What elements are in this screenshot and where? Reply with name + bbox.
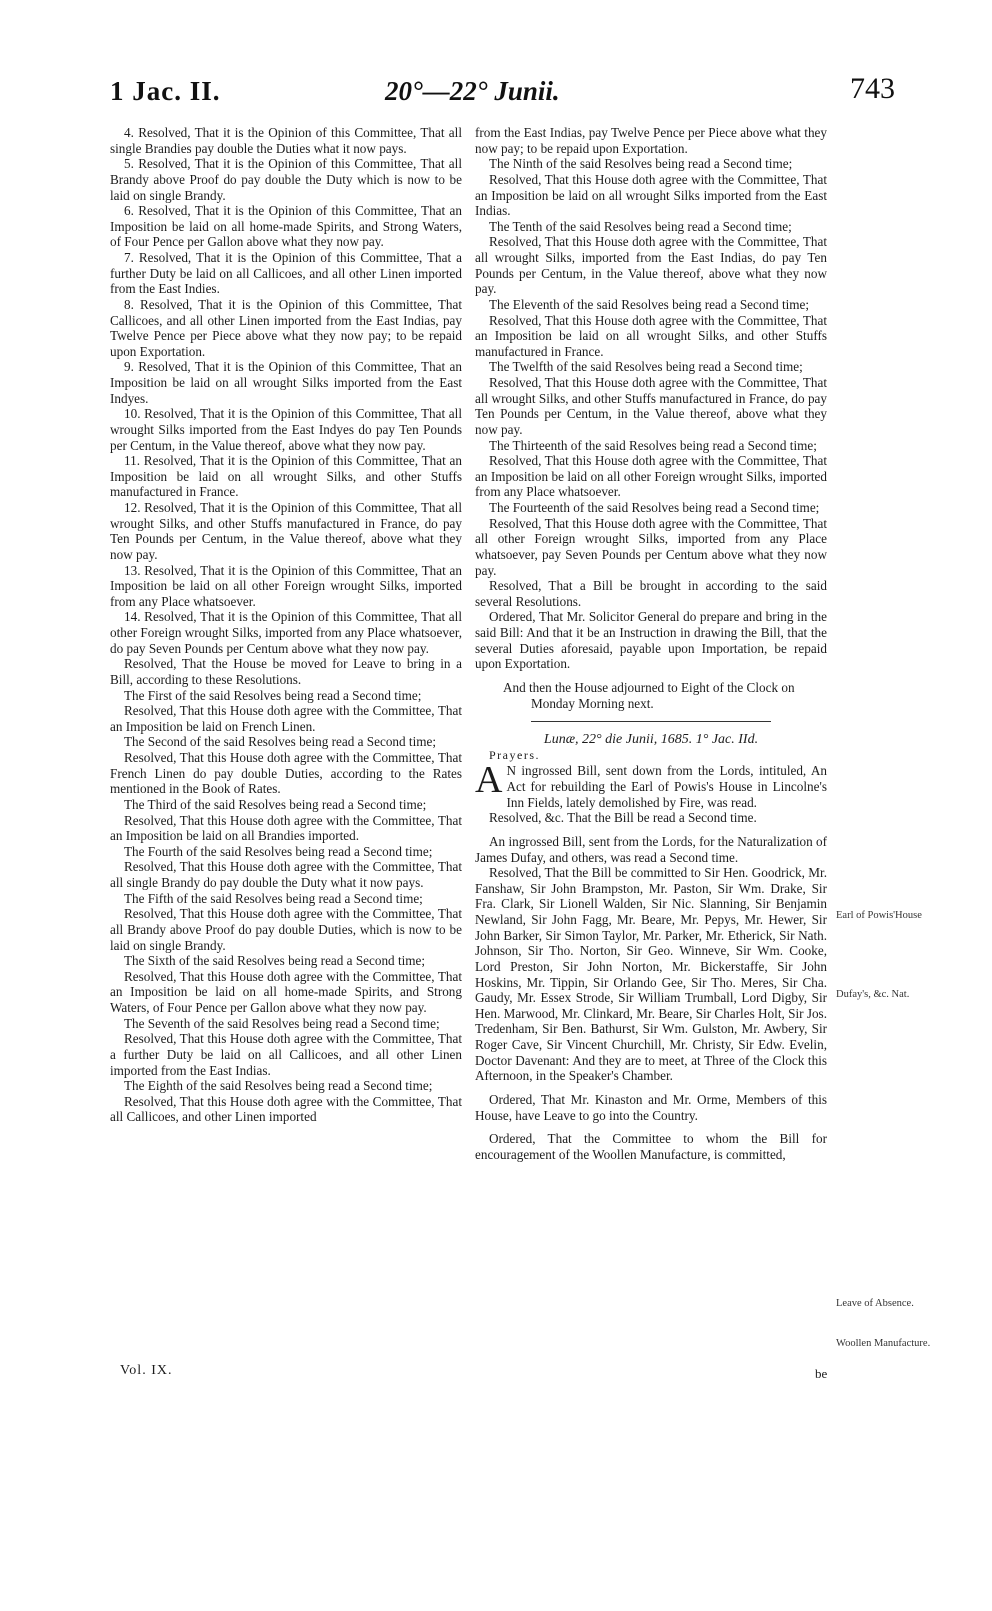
paragraph: Resolved, That this House doth agree with the Committee, That an Imposition be laid on all other Foreign wrought Silks, imported from any Place whatsoever.	[475, 453, 827, 500]
paragraph: Resolved, That a Bill be brought in according to the said several Resolutions.	[475, 578, 827, 609]
paragraph: 13. Resolved, That it is the Opinion of this Committee, That an Imposition be laid on all other Foreign wrought Silks, imported from any Place whatsoever.	[110, 562, 462, 609]
paragraph: The Twelfth of the said Resolves being read a Second time;	[489, 359, 803, 375]
paragraph: Resolved, That the Bill be committed to Sir Hen. Goodrick, Mr. Fanshaw, Sir John Brampston, Mr. Paston, Sir Wm. Drake, Sir Fra. Clark, Sir Lionell Walden, Sir Nic. Slanning, Sir Benjamin Newland, Sir John Fagg, Mr. Beare, Mr. Pepys, Mr. Hewer, Sir John Barker, Sir Simon Taylor, Mr. Parker, Mr. Etherick, Sir Nath. Johnson, Sir Tho. Norton, Sir Geo. Winneve, Sir Wm. Cooke, Lord Preston, Sir John Norton, Mr. Bickerstaffe, Sir John Hoskins, Mr. Tippin, Sir Orlando Gee, Sir Tho. Meres, Sir Cha. Gaudy, Mr. Essex Strode, Sir William Trumball, Lord Digby, Sir Hen. Marwood, Mr. Clinkard, Mr. Beare, Sir Charles Holt, Sir Jos. Tredenham, Sir Ben. Bathurst, Sir Wm. Gulston, Mr. Awbery, Sir Roger Cave, Sir Vincent Churchill, Mr. Christy, Sir Edw. Evelin, Doctor Davenant: And they are to meet, at Three of the Clock this Afternoon, in the Speaker's Chamber.	[475, 865, 827, 1084]
paragraph: Ordered, That Mr. Solicitor General do prepare and bring in the said Bill: And that it be an Instruction in drawing the Bill, that the several Duties aforesaid, payable upon Importation, be repaid upon Exportation.	[475, 609, 827, 672]
volume-signature: Vol. IX.	[120, 1363, 173, 1378]
paragraph: The Fourteenth of the said Resolves being read a Second time;	[489, 500, 820, 515]
paragraph: 8. Resolved, That it is the Opinion of this Committee, That Callicoes, and all other Linen imported from the East Indias, pay Twelve Pence per Piece above what they now pay; to be repaid upon Exportation.	[110, 296, 462, 359]
adjournment-note: And then the House adjourned to Eight of the Clock on Monday Morning next.	[503, 679, 795, 711]
paragraph: 7. Resolved, That it is the Opinion of this Committee, That a further Duty be laid on all Callicoes, and all other Linen imported from the East Indies.	[110, 250, 462, 297]
running-head-date: 20°—22° Junii.	[385, 76, 560, 106]
paragraph: The Fourth of the said Resolves being read a Second time;	[124, 843, 433, 859]
paragraph: The Eighth of the said Resolves being read a Second time;	[124, 1078, 433, 1094]
running-head-left: 1 Jac. II.	[110, 76, 221, 106]
paragraph: The Thirteenth of the said Resolves being read a Second time;	[489, 437, 817, 453]
paragraph	[475, 759, 827, 810]
margin-note-dufay: Dufay's, &c. Nat.	[836, 989, 910, 1000]
margin-note-powis: Earl of Powis'House	[836, 910, 922, 921]
spacer	[475, 1123, 827, 1131]
paragraph: Resolved, That this House doth agree with the Committee, That an Imposition be laid on all wrought Silks, and other Stuffs manufactured in France.	[475, 312, 827, 359]
paragraph: Resolved, &c. That the Bill be read a Second time.	[489, 810, 757, 826]
paragraph: 11. Resolved, That it is the Opinion of this Committee, That an Imposition be laid on all wrought Silks, and other Stuffs manufactured in France.	[110, 453, 462, 500]
paragraph-text: N ingrossed Bill, sent down from the Lords, intituled, An Act for rebuilding the Earl of Powis's House in Lincolne's Inn Fields, lately demolished by Fire, was read.	[506, 763, 827, 810]
paragraph: Ordered, That the Committee to whom the Bill for encouragement of the Woollen Manufacture, is committed,	[475, 1131, 827, 1162]
paragraph: Resolved, That this House doth agree with the Committee, That all Callicoes, and other Linen imported	[110, 1093, 462, 1125]
left-column	[110, 125, 462, 1125]
paragraph: 12. Resolved, That it is the Opinion of this Committee, That all wrought Silks, and other Stuffs manufactured in France, do pay Ten Pounds per Centum, in the Value thereof, above what they now pay.	[110, 500, 462, 562]
prayers-heading: Prayers.	[489, 747, 540, 762]
paragraph: 4. Resolved, That it is the Opinion of this Committee, That all single Brandies pay double the Duties what it now pays.	[110, 125, 462, 156]
paragraph: The Fifth of the said Resolves being read a Second time;	[124, 890, 423, 906]
paragraph: The Ninth of the said Resolves being read a Second time;	[489, 156, 793, 172]
paragraph: Resolved, That this House doth agree with the Committee, That a further Duty be laid on all Callicoes, and all other Linen imported from the East Indias.	[110, 1031, 462, 1078]
catchword: be	[815, 1366, 828, 1381]
drop-cap: A	[475, 759, 503, 802]
paragraph: Resolved, That this House doth agree with the Committee, That all Brandy above Proof do pay double Duties, which is now to be laid on single Brandy.	[110, 906, 462, 953]
paragraph: Resolved, That this House doth agree with the Committee, That all wrought Silks, and other Stuffs manufactured in France, do pay Ten Pounds per Centum, in the Value thereof, above what they now pay.	[475, 375, 827, 437]
spacer	[475, 1084, 827, 1092]
paragraph: 10. Resolved, That it is the Opinion of this Committee, That all wrought Silks imported from the East Indyes do pay Ten Pounds per Centum, in the Value thereof, above what they now pay.	[110, 406, 462, 453]
paragraph: Resolved, That this House doth agree with the Committee, That French Linen do pay double Duties, according to the Rates mentioned in the Book of Rates.	[110, 750, 462, 797]
paragraph: from the East Indias, pay Twelve Pence per Piece above what they now pay; to be repaid upon Exportation.	[475, 125, 827, 156]
paragraph: Resolved, That this House doth agree with the Committee, That an Imposition be laid on French Linen.	[110, 703, 462, 734]
paragraph: Resolved, That this House doth agree with the Committee, That an Imposition be laid on all Brandies imported.	[110, 812, 462, 844]
paragraph: 9. Resolved, That it is the Opinion of this Committee, That an Imposition be laid on all wrought Silks imported from the East Indyes.	[110, 359, 462, 406]
paragraph: The Tenth of the said Resolves being read a Second time;	[489, 218, 792, 234]
paragraph: The Sixth of the said Resolves being read a Second time;	[124, 953, 426, 969]
paragraph: Resolved, That this House doth agree with the Committee, That an Imposition be laid on all wrought Silks imported from the East Indias.	[475, 171, 827, 219]
paragraph: The First of the said Resolves being read a Second time;	[124, 687, 422, 703]
paragraph: Resolved, That this House doth agree with the Committee, That all single Brandy do pay double the Duty what it now pays.	[110, 859, 462, 890]
date-heading: Lunæ, 22° die Junii, 1685. 1° Jac. IId.	[543, 732, 759, 748]
paragraph: The Seventh of the said Resolves being read a Second time;	[124, 1015, 440, 1031]
paragraph: The Third of the said Resolves being read a Second time;	[124, 796, 427, 812]
paragraph: Ordered, That Mr. Kinaston and Mr. Orme, Members of this House, have Leave to go into the Country.	[475, 1091, 827, 1123]
margin-note-leave: Leave of Absence.	[836, 1298, 914, 1309]
margin-note-woollen: Woollen Manufacture.	[836, 1338, 931, 1349]
spacer	[475, 826, 827, 834]
paragraph: Resolved, That this House doth agree with the Committee, That all other Foreign wrought Silks, imported from any Place whatsoever, pay Seven Pounds per Centum above what they now pay.	[475, 515, 827, 578]
paragraph: 5. Resolved, That it is the Opinion of this Committee, That all Brandy above Proof do pay double the Duty which is now to be laid on single Brandy.	[110, 156, 462, 203]
paragraph: An ingrossed Bill, sent from the Lords, for the Naturalization of James Dufay, and others, was read a Second time.	[475, 833, 827, 865]
paragraph: 14. Resolved, That it is the Opinion of this Committee, That all other Foreign wrought Silks, imported from any Place whatsoever, do pay Seven Pounds per Centum above what they now pay.	[110, 609, 462, 656]
right-column	[475, 125, 827, 1162]
paragraph: Resolved, That the House be moved for Leave to bring in a Bill, according to these Resolutions.	[110, 656, 462, 687]
spacer	[475, 672, 827, 680]
paragraph: Resolved, That this House doth agree with the Committee, That all wrought Silks, imported from the East Indias, do pay Ten Pounds per Centum, in the Value thereof, above what they now pay.	[475, 234, 827, 297]
section-rule	[531, 721, 771, 722]
paragraph: 6. Resolved, That it is the Opinion of this Committee, That an Imposition be laid on all home-made Spirits, and Strong Waters, of Four Pence per Gallon above what they now pay.	[110, 203, 462, 250]
page-number: 743	[850, 72, 895, 105]
paragraph: The Eleventh of the said Resolves being read a Second time;	[489, 296, 810, 312]
paragraph: Resolved, That this House doth agree with the Committee, That an Imposition be laid on all home-made Spirits, and Strong Waters, of Four Pence per Gallon above what they now pay.	[110, 968, 462, 1015]
paragraph: The Second of the said Resolves being read a Second time;	[124, 734, 437, 750]
